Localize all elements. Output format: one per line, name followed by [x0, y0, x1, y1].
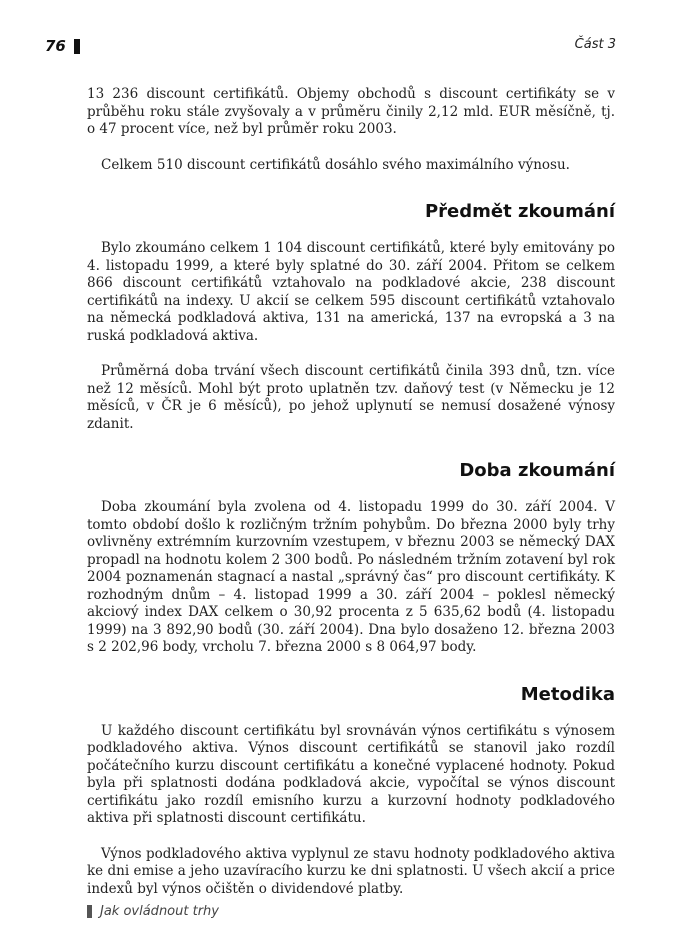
page-number: 76: [45, 37, 66, 55]
footer-marker: [87, 905, 92, 918]
section-title-predmet: Předmět zkoumání: [424, 201, 615, 222]
metodika-paragraph-2: Výnos podkladového aktiva vyplynul ze stavu hodnoty podkladového aktiva ke dni emise a jeho uzavíracího kurzu ke dni splatnosti. U všech akcií a price indexů byl výnos očištěn o dividendové platby.: [87, 845, 615, 897]
page-number-marker: [74, 39, 80, 54]
intro-paragraph-1: 13 236 discount certifikátů. Objemy obchodů s discount certifikáty se v průběhu roku stále zvyšovaly a v průměru činily 2,12 mld. EUR měsíčně, tj. o 47 procent více, než byl průměr roku 2003.: [87, 86, 615, 137]
page-footer: [87, 904, 219, 919]
page-content: [87, 86, 615, 898]
part-label: Část 3: [574, 37, 616, 52]
section-title-doba: Doba zkoumání: [459, 460, 615, 481]
predmet-paragraph-1: Bylo zkoumáno celkem 1 104 discount certifikátů, které byly emitovány po 4. listopadu 1999, a které byly splatné do 30. září 2004. Přitom se celkem 866 discount certifikátů vztahovalo na podkladové akcie, 238 discount certifikátů na indexy. U akcií se celkem 595 discount certifikátů vztahovalo na německá podkladová aktiva, 131 na americká, 137 na evropská a 3 na ruská podkladová aktiva.: [87, 240, 615, 344]
intro-paragraph-2: Celkem 510 discount certifikátů dosáhlo svého maximálního výnosu.: [101, 156, 570, 173]
predmet-paragraph-2: Průměrná doba trvání všech discount certifikátů činila 393 dnů, tzn. více než 12 měsíců. Mohl být proto uplatněn tzv. daňový test (v Německu je 12 měsíců, v ČR je 6 měsíců), po jehož uplynutí se nemusí dosažené výnosy zdanit.: [87, 363, 615, 432]
doba-paragraph-1: Doba zkoumání byla zvolena od 4. listopadu 1999 do 30. září 2004. V tomto období došlo k rozličným tržním pohybům. Do března 2000 byly trhy ovlivněny extrémním kurzovním vzestupem, v březnu 2003 se německý DAX propadl na hodnotu kolem 2 300 bodů. Po následném tržním zotavení byl rok 2004 poznamenán stagnací a nastal „správný čas“ pro discount certifikáty. K rozhodným dnům – 4. listopad 1999 a 30. září 2004 – poklesl německý akciový index DAX celkem o 30,92 procenta z 5 635,62 bodů (4. listopadu 1999) na 3 892,90 bodů (30. září 2004). Dna bylo dosaženo 12. března 2003 s 2 202,96 body, vrcholu 7. března 2000 s 8 064,97 body.: [87, 499, 615, 655]
footer-book-title: Jak ovládnout trhy: [100, 904, 219, 919]
section-title-metodika: Metodika: [520, 683, 615, 705]
metodika-paragraph-1: U každého discount certifikátu byl srovnáván výnos certifikátu s výnosem podkladového aktiva. Výnos discount certifikátů se stanovil jako rozdíl počátečního kurzu discount certifikátu a konečné vyplacené hodnoty. Pokud byla při splatnosti dodána podkladová akcie, vypočítal se výnos discount certifikátu jako rozdíl emisního kurzu a kurzovní hodnoty podkladového aktiva při splatnosti discount certifikátu.: [87, 722, 615, 826]
